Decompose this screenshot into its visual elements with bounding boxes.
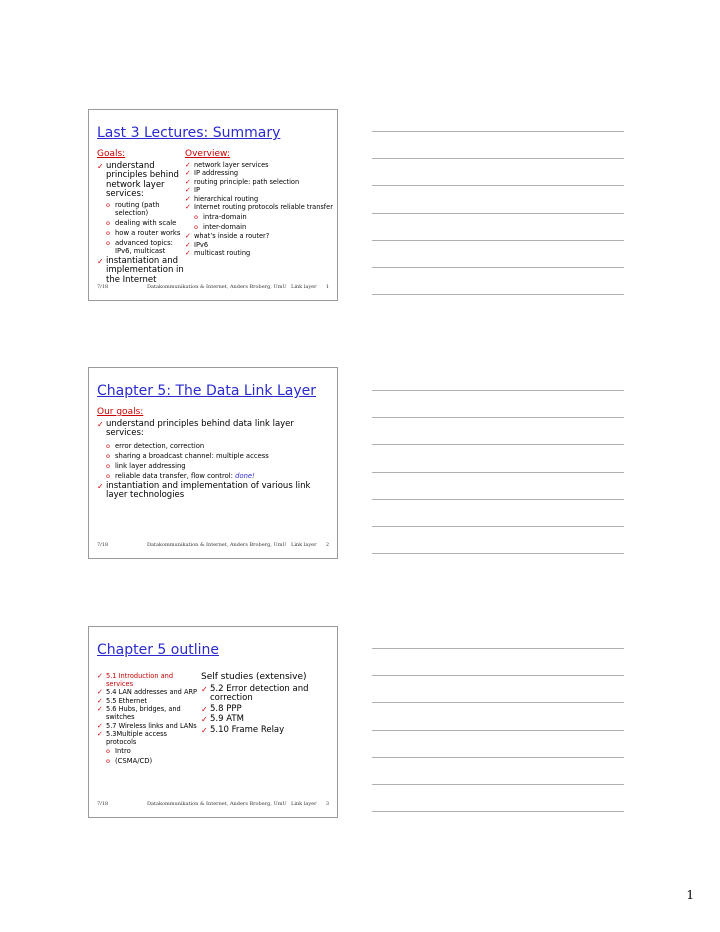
outline-item: ✓ 5.4 LAN addresses and ARP: [97, 689, 197, 697]
overview-item: ✓ Internet routing protocols reliable transfer o intra-domain o inter-domain: [185, 204, 335, 231]
outline-subitem: o Intro: [106, 747, 197, 755]
overview-item: ✓ IP: [185, 187, 335, 195]
overview-item: ✓ multicast routing: [185, 250, 335, 258]
goal-subitem: o advanced topics: IPv6, multicast: [106, 239, 189, 255]
goals-heading: Goals:: [97, 149, 126, 159]
note-line: [372, 131, 624, 132]
slide-number: 3: [325, 801, 329, 807]
self-study-item: ✓ 5.8 PPP: [201, 705, 335, 715]
slide-3: [88, 626, 338, 818]
done-label: done!: [235, 471, 255, 480]
goal-subitem: o sharing a broadcast channel: multiple access: [106, 452, 329, 460]
overview-item: ✓ IP addressing: [185, 170, 335, 178]
note-line: [372, 472, 624, 473]
goal-subitem: o routing (path selection): [106, 201, 189, 217]
outline-item: ✓ 5.3Multiple access protocols o Intro o (CSMA/CD): [97, 731, 197, 765]
slide-title: Chapter 5: The Data Link Layer: [97, 383, 317, 399]
note-line: [372, 675, 624, 676]
goal-item: ✓ instantiation and implementation of various link layer technologies: [97, 482, 329, 501]
overview-item: ✓ network layer services: [185, 162, 335, 170]
note-line: [372, 158, 624, 159]
note-line: [372, 702, 624, 703]
slide-title: Last 3 Lectures: Summary: [97, 125, 281, 141]
overview-item: ✓ what’s inside a router?: [185, 233, 335, 241]
goal-subitem: o dealing with scale: [106, 219, 189, 227]
goal-item: ✓ understand principles behind network layer services: o routing (path selection) o dealing with scale o how a router works o advanced topics: IPv6, multicast: [97, 162, 189, 255]
overview-item: ✓ IPv6: [185, 242, 335, 250]
slide-footer: 7/18 Datakommunikation & Internet, Anders Broberg, UmU Link layer 1: [97, 284, 329, 290]
outline-column: [97, 673, 197, 767]
note-line: [372, 499, 624, 500]
self-study-item: ✓ 5.2 Error detection and correction: [201, 685, 335, 704]
goal-subitem: o link layer addressing: [106, 462, 329, 470]
note-line: [372, 294, 624, 295]
outline-subitem: o (CSMA/CD): [106, 757, 197, 765]
goal-subitem: o reliable data transfer, flow control: done!: [106, 472, 329, 480]
outline-item: ✓ 5.5 Ethernet: [97, 698, 197, 706]
note-line: [372, 784, 624, 785]
slide-1: [88, 109, 338, 301]
goal-item: ✓ understand principles behind data link layer services: o error detection, correction o sharing a broadcast channel: multiple access o link layer addressing o reliable data transfer, flow control: done!: [97, 420, 329, 480]
overview-subitem: o intra-domain: [194, 213, 335, 221]
slide-title: Chapter 5 outline: [97, 642, 219, 658]
overview-item: ✓ routing principle: path selection: [185, 179, 335, 187]
slide-number: 1: [325, 284, 329, 290]
goal-item: ✓ instantiation and implementation in the Internet: [97, 257, 189, 286]
overview-heading: Overview:: [185, 149, 230, 159]
slide-footer: 7/18 Datakommunikation & Internet, Anders Broberg, UmU Link layer 3: [97, 801, 329, 807]
note-line: [372, 811, 624, 812]
slide-number: 2: [325, 542, 329, 548]
outline-item: ✓ 5.7 Wireless links and LANs: [97, 723, 197, 731]
note-line: [372, 240, 624, 241]
note-line: [372, 444, 624, 445]
goals-column: [97, 408, 329, 502]
note-line: [372, 526, 624, 527]
outline-item: ✓ 5.1 Introduction and services: [97, 673, 197, 688]
self-studies-heading: Self studies (extensive): [201, 672, 307, 682]
note-line: [372, 213, 624, 214]
self-study-item: ✓ 5.10 Frame Relay: [201, 726, 335, 736]
goal-subitem: o how a router works: [106, 229, 189, 237]
overview-subitem: o inter-domain: [194, 223, 335, 231]
note-line: [372, 390, 624, 391]
overview-item: ✓ hierarchical routing: [185, 196, 335, 204]
goal-subitem: o error detection, correction: [106, 442, 329, 450]
goals-heading: Our goals:: [97, 407, 144, 417]
note-line: [372, 648, 624, 649]
slide-2: [88, 367, 338, 559]
note-line: [372, 553, 624, 554]
note-line: [372, 417, 624, 418]
outline-item: ✓ 5.6 Hubs, bridges, and switches: [97, 706, 197, 721]
overview-column: [185, 150, 335, 259]
note-line: [372, 730, 624, 731]
slide-footer: 7/18 Datakommunikation & Internet, Anders Broberg, UmU Link layer 2: [97, 542, 329, 548]
self-study-item: ✓ 5.9 ATM: [201, 715, 335, 725]
note-line: [372, 267, 624, 268]
goals-column: [97, 150, 189, 286]
page-number: 1: [686, 888, 694, 902]
note-line: [372, 757, 624, 758]
note-line: [372, 185, 624, 186]
self-studies-column: [201, 673, 335, 736]
